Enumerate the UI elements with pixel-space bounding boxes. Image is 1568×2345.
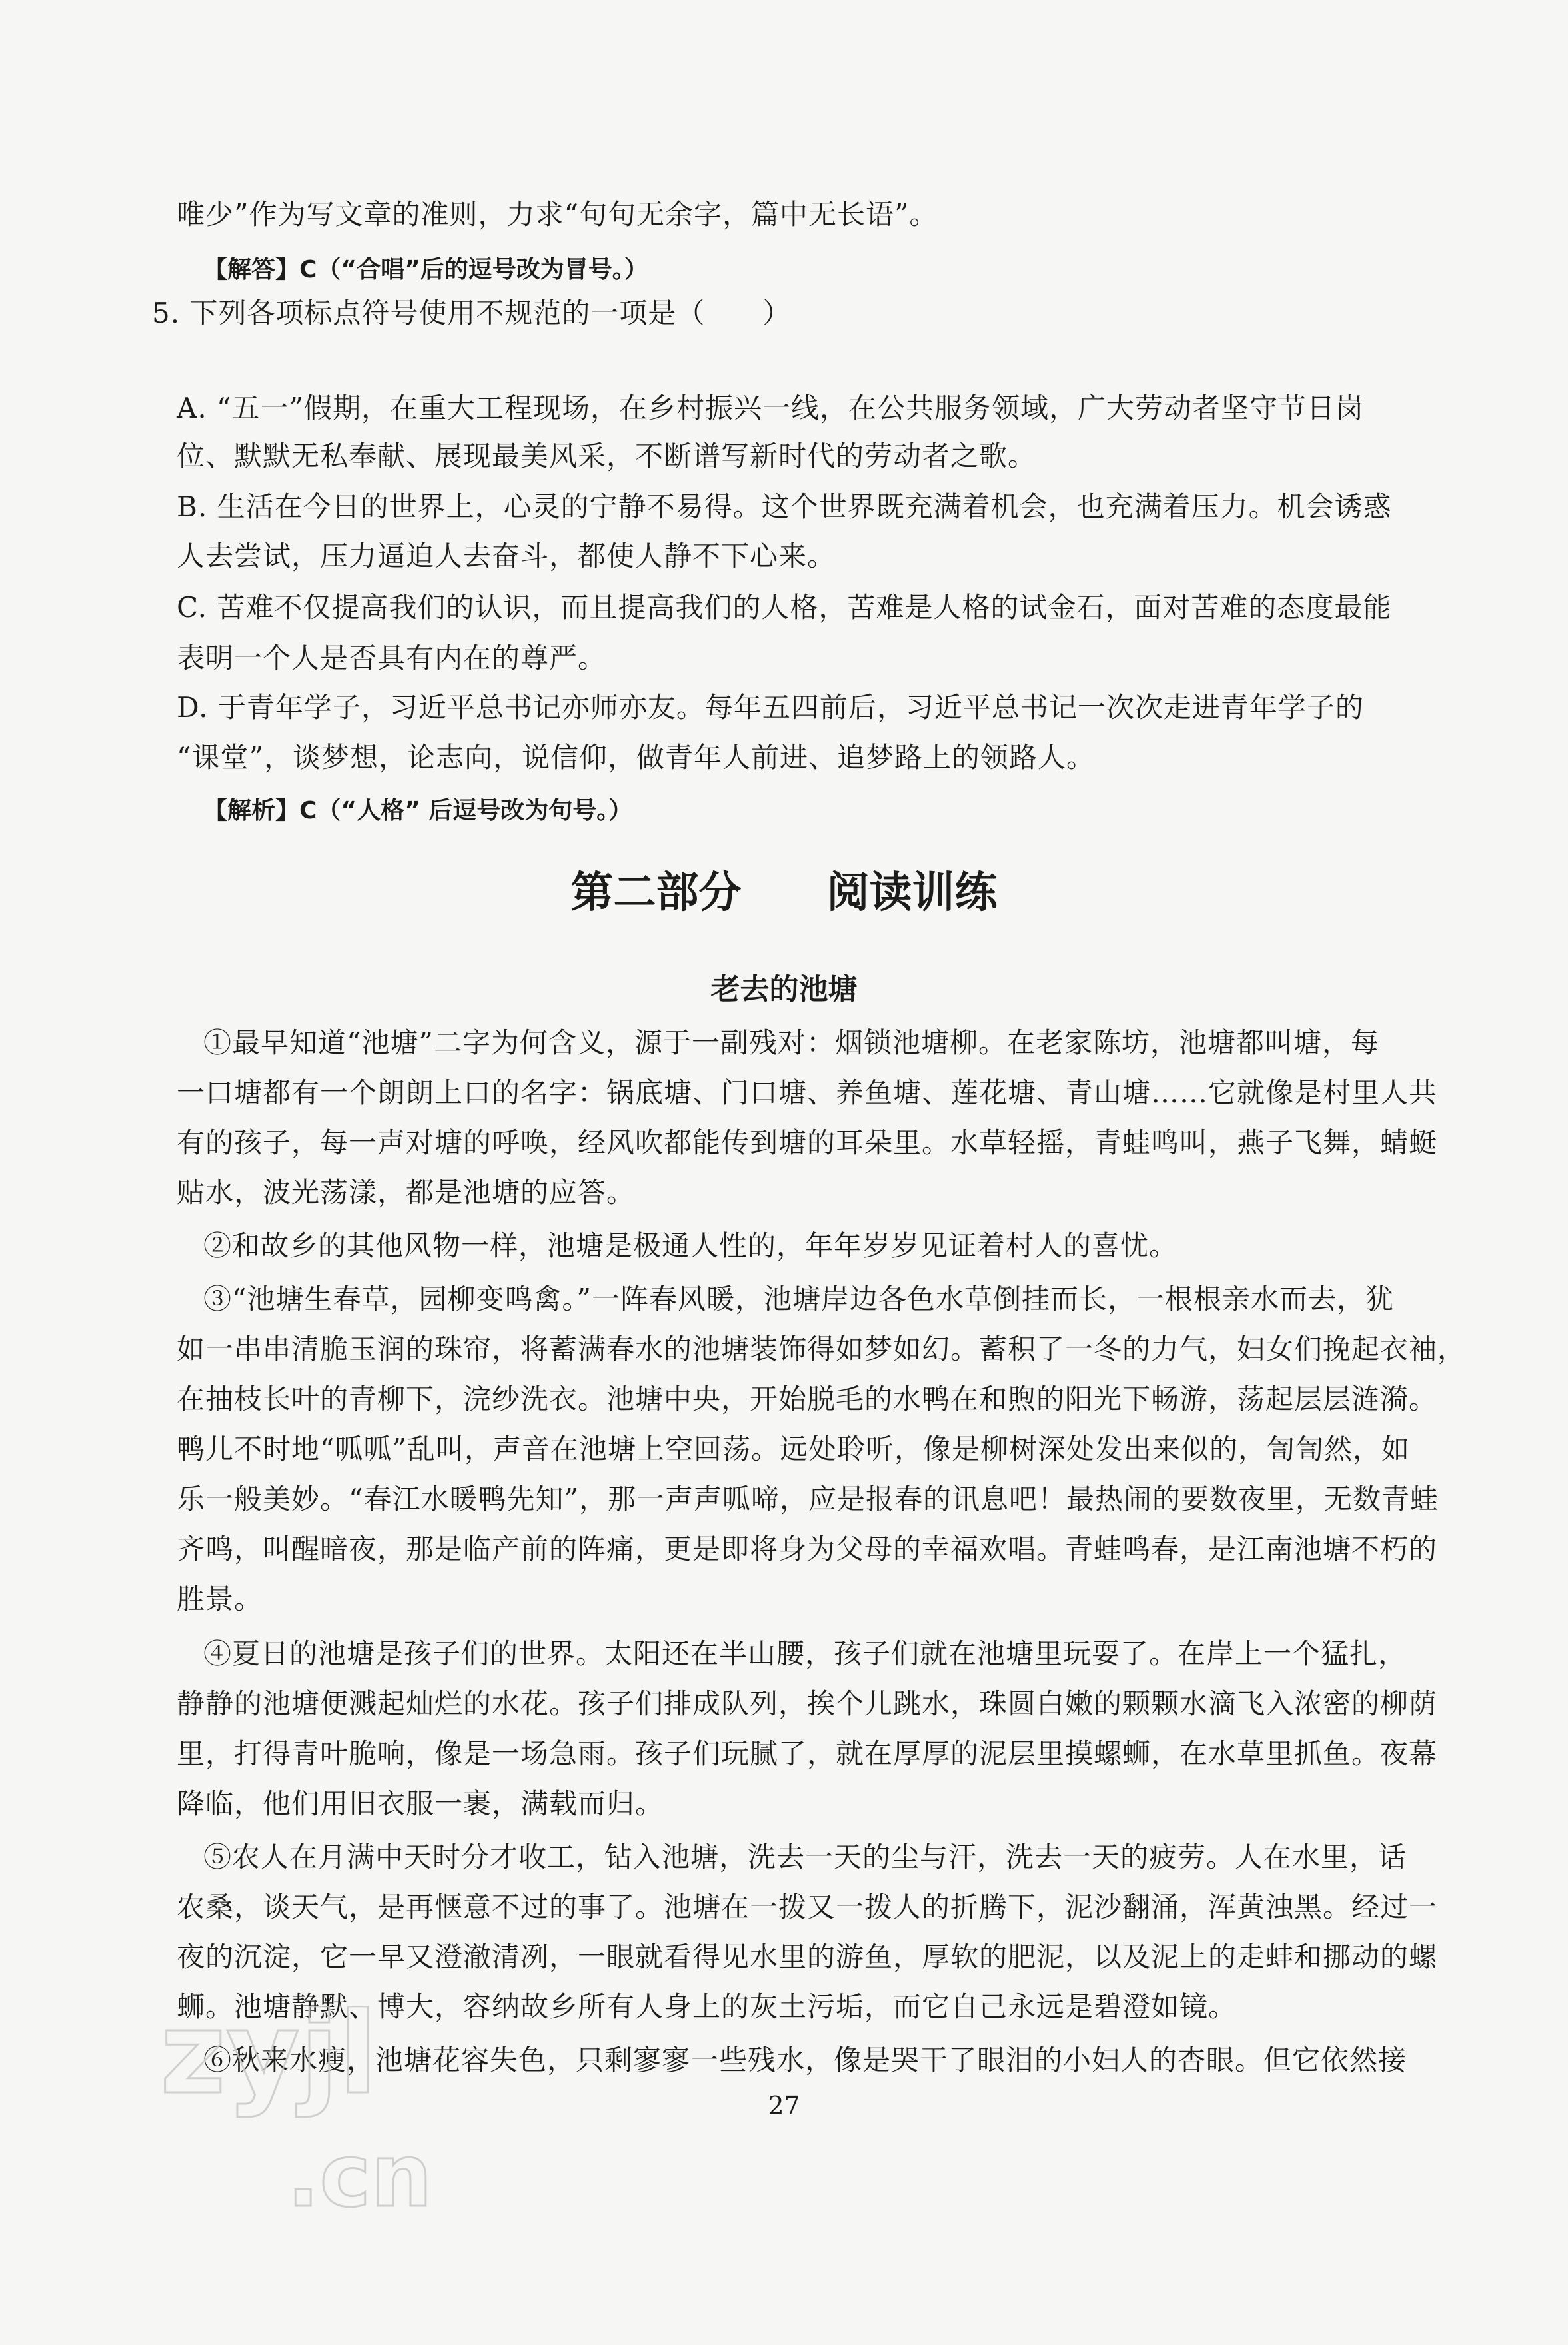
q5-option-a-line2: 位、默默无私奉献、展现最美风采，不断谱写新时代的劳动者之歌。: [177, 440, 1037, 472]
paragraph-3-line-7: 胜景。: [177, 1583, 263, 1615]
paragraph-1-line-4: 贴水，波光荡漾，都是池塘的应答。: [177, 1176, 636, 1209]
part-title: 第二部分 阅读训练: [570, 868, 998, 918]
q5-option-d-line2: “课堂”，谈梦想，论志向，说信仰，做青年人前进、追梦路上的领路人。: [177, 741, 1095, 774]
paragraph-2-line-1: ②和故乡的其他风物一样，池塘是极通人性的，年年岁岁见证着村人的喜忧。: [203, 1229, 1178, 1262]
paragraph-5-line-3: 夜的沉淀，它一早又澄澈清冽，一眼就看得见水里的游鱼，厚软的肥泥，以及泥上的走蚌和挪动的螺: [177, 1941, 1438, 1973]
svg-text:.cn: .cn: [287, 2125, 432, 2226]
q4-answer: 【解答】C（“合唱”后的逗号改为冒号。）: [203, 256, 648, 283]
paragraph-3-line-4: 鸭儿不时地“呱呱”乱叫，声音在池塘上空回荡。远处聆听，像是柳树深处发出来似的，訇訇然，如: [177, 1433, 1410, 1465]
paragraph-3-line-6: 齐鸣，叫醒暗夜，那是临产前的阵痛，更是即将身为父母的幸福欢唱。青蛙鸣春，是江南池塘不朽的: [177, 1533, 1438, 1565]
q5-option-b-line2: 人去尝试，压力逼迫人去奋斗，都使人静不下心来。: [177, 540, 836, 572]
paragraph-6-line-1: ⑥秋来水瘦，池塘花容失色，只剩寥寥一些残水，像是哭干了眼泪的小妇人的杏眼。但它依然接: [203, 2044, 1407, 2076]
q5-option-c-line2: 表明一个人是否具有内在的尊严。: [177, 642, 607, 674]
paragraph-4-line-4: 降临，他们用旧衣服一裹，满载而归。: [177, 1787, 664, 1820]
q5-stem: 5. 下列各项标点符号使用不规范的一项是（ ）: [152, 297, 792, 329]
watermark-logo: [147, 2006, 600, 2286]
q5-option-d-line1: D. 于青年学子，习近平总书记亦师亦友。每年五四前后，习近平总书记一次次走进青年学子的: [177, 691, 1364, 724]
paragraph-5-line-2: 农桑，谈天气，是再惬意不过的事了。池塘在一拨又一拨人的折腾下，泥沙翻涌，浑黄浊黑。经过一: [177, 1891, 1438, 1923]
paragraph-3-line-3: 在抽枝长叶的青柳下，浣纱洗衣。池塘中央，开始脱毛的水鸭在和煦的阳光下畅游，荡起层层涟漪。: [177, 1383, 1438, 1415]
paragraph-3-line-2: 如一串串清脆玉润的珠帘，将蓄满春水的池塘装饰得如梦如幻。蓄积了一冬的力气，妇女们挽起衣袖，: [177, 1333, 1467, 1365]
q5-option-b-line1: B. 生活在今日的世界上，心灵的宁静不易得。这个世界既充满着机会，也充满着压力。机会诱惑: [177, 490, 1392, 523]
svg-text:zyjl: zyjl: [160, 2006, 378, 2120]
paragraph-1-line-2: 一口塘都有一个朗朗上口的名字：锅底塘、门口塘、养鱼塘、莲花塘、青山塘……它就像是村里人共: [177, 1076, 1438, 1109]
article-title: 老去的池塘: [710, 972, 858, 1006]
paragraph-5-line-4: 蛳。池塘静默、博大，容纳故乡所有人身上的灰土污垢，而它自己永远是碧澄如镜。: [177, 1990, 1237, 2023]
q5-option-c-line1: C. 苦难不仅提高我们的认识，而且提高我们的人格，苦难是人格的试金石，面对苦难的态度最能: [177, 591, 1392, 624]
q5-option-a-line1: A. “五一”假期，在重大工程现场，在乡村振兴一线，在公共服务领域，广大劳动者坚守节日岗: [177, 392, 1364, 424]
paragraph-3-line-5: 乐一般美妙。“春江水暖鸭先知”，那一声声呱啼，应是报春的讯息吧！最热闹的要数夜里，无数青蛙: [177, 1483, 1439, 1515]
q4-tail: 唯少”作为写文章的准则，力求“句句无余字，篇中无长语”。: [177, 198, 938, 231]
paragraph-4-line-3: 里，打得青叶脆响，像是一场急雨。孩子们玩腻了，就在厚厚的泥层里摸螺蛳，在水草里抓鱼。夜幕: [177, 1737, 1438, 1770]
paragraph-4-line-1: ④夏日的池塘是孩子们的世界。太阳还在半山腰，孩子们就在池塘里玩耍了。在岸上一个猛扎，: [203, 1637, 1407, 1670]
page-number: 27: [768, 2091, 800, 2120]
paragraph-1-line-3: 有的孩子，每一声对塘的呼唤，经风吹都能传到塘的耳朵里。水草轻摇，青蛙鸣叫，燕子飞舞，蜻蜓: [177, 1126, 1438, 1159]
q5-analysis: 【解析】C（“人格” 后逗号改为句号。）: [203, 797, 633, 824]
paragraph-4-line-2: 静静的池塘便溅起灿烂的水花。孩子们排成队列，挨个儿跳水，珠圆白嫩的颗颗水滴飞入浓密的柳荫: [177, 1687, 1438, 1720]
paragraph-1-line-1: ①最早知道“池塘”二字为何含义，源于一副残对：烟锁池塘柳。在老家陈坊，池塘都叫塘，每: [203, 1026, 1379, 1059]
paragraph-5-line-1: ⑤农人在月满中天时分才收工，钻入池塘，洗去一天的尘与汗，洗去一天的疲劳。人在水里，话: [203, 1841, 1407, 1873]
paragraph-3-line-1: ③“池塘生春草，园柳变鸣禽。”一阵春风暖，池塘岸边各色水草倒挂而长，一根根亲水而去，犹: [203, 1283, 1394, 1315]
